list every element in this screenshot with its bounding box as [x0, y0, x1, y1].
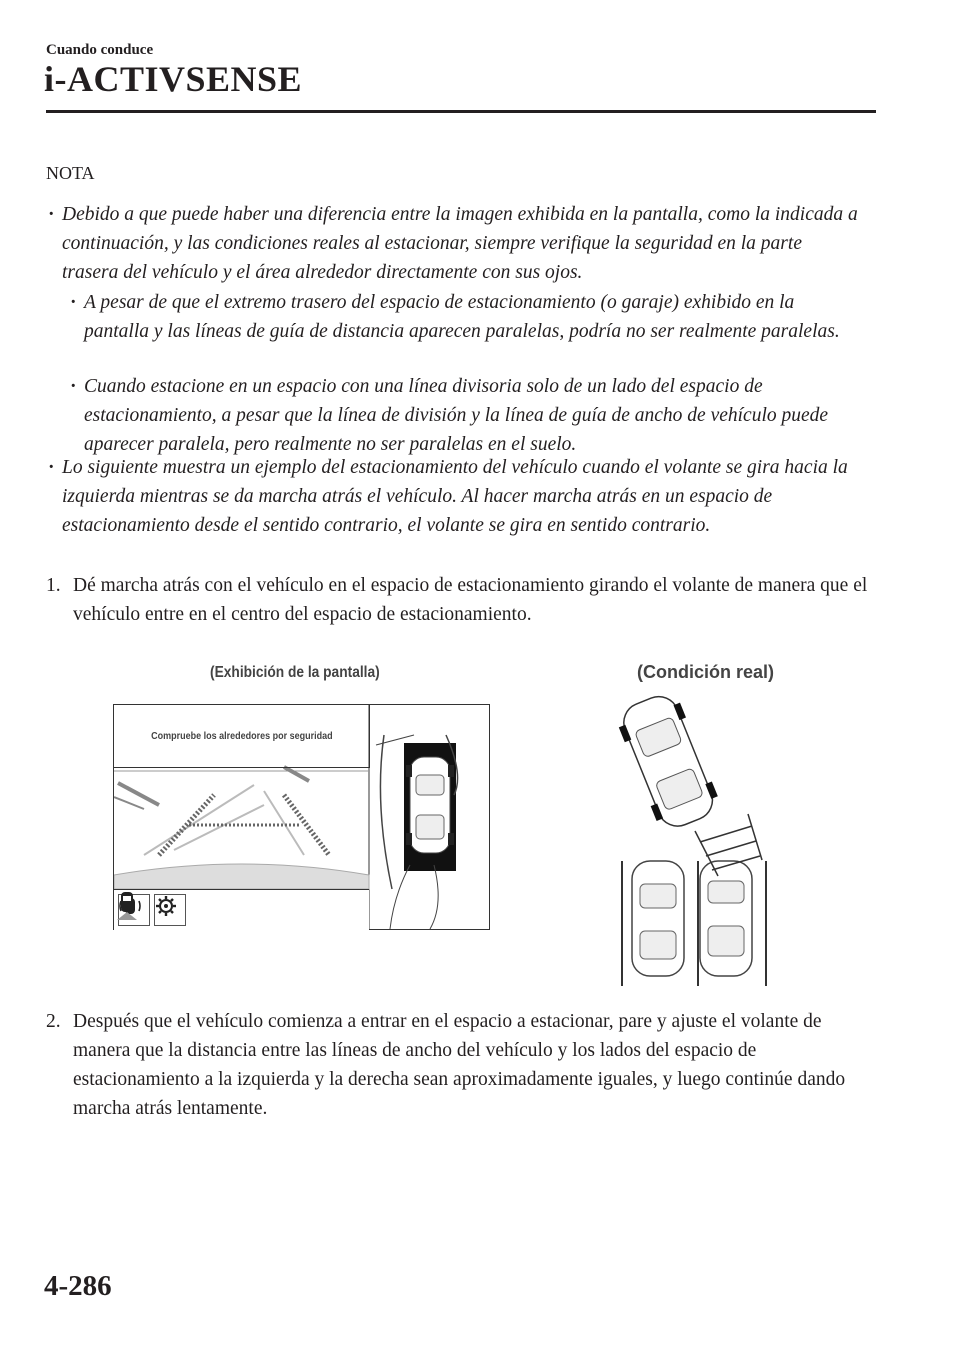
- page-title: i-ACTIVSENSE: [44, 59, 303, 99]
- settings-button[interactable]: [154, 894, 186, 926]
- note-bullet-2: [48, 453, 882, 540]
- screen-control-bar: [114, 889, 369, 930]
- bullet-dot: ·: [70, 376, 77, 397]
- step-text: Después que el vehículo comienza a entrar en el espacio a estacionar, pare y ajuste el volante de manera que la distancia entre las líneas de ancho del vehículo y los lados del espacio de estacionamiento a la izquierda y la derecha sean aproximadamente iguales, y luego continúe dando marcha atrás lentamente.: [73, 1011, 846, 1119]
- note-title: NOTA: [46, 163, 95, 183]
- note-bullet-text: Lo siguiente muestra un ejemplo del estacionamiento del vehículo cuando el volante se gira hacia la izquierda mientras se da marcha atrás el vehículo. Al hacer marcha atrás en un espacio de estacionamiento desde el sentido contrario, el volante se gira en sentido contrario.: [62, 457, 848, 536]
- step-1: [46, 571, 873, 629]
- note-bullet-text: A pesar de que el extremo trasero del espacio de estacionamiento (o garaje) exhibido en la pantalla y las líneas de guía de distancia aparecen paralelas, podría no ser realmente paralelas.: [84, 292, 840, 342]
- section-label: Cuando conduce: [46, 42, 154, 58]
- settings-gear-icon: [155, 895, 177, 917]
- safety-warning-text: Compruebe los alrededores por seguridad: [150, 730, 333, 742]
- note-bullet-text: Debido a que puede haber una diferencia entre la imagen exhibida en la pantalla, como la indicada a continuación, y las condiciones reales al estacionar, siempre verifique la seguridad en la parte trasera del vehículo y el área alrededor directamente con sus ojos.: [62, 204, 858, 283]
- step-text: Dé marcha atrás con el vehículo en el espacio de estacionamiento girando el volante de manera que el vehículo entre en el centro del espacio de estacionamiento.: [73, 575, 868, 625]
- step-2: [46, 1007, 873, 1123]
- camera-screen-illustration: [113, 704, 490, 930]
- note-bullet-1: [48, 200, 862, 287]
- page-number: 4-286: [44, 1270, 112, 1302]
- camera-view-icon[interactable]: [114, 890, 140, 922]
- step-number: 1.: [46, 575, 61, 596]
- bullet-dot: ·: [70, 292, 77, 313]
- step-number: 2.: [46, 1011, 61, 1032]
- header-rule: [46, 110, 876, 113]
- real-parking-illustration: [600, 686, 780, 986]
- note-bullet-text: Cuando estacione en un espacio con una línea divisoria solo de un lado del espacio de estacionamiento, a pesar que la línea de división y la línea de guía de ancho de vehículo puede aparecer paralela, pero realmente no ser paralelas en el suelo.: [84, 376, 829, 455]
- bullet-dot: ·: [48, 457, 55, 478]
- safety-warning-banner: [114, 705, 370, 768]
- real-caption: (Condición real): [637, 662, 775, 682]
- display-caption: (Exhibición de la pantalla): [210, 664, 380, 681]
- note-subbullet-1: [70, 288, 864, 346]
- bullet-dot: ·: [48, 204, 55, 225]
- note-subbullet-2: [70, 372, 864, 459]
